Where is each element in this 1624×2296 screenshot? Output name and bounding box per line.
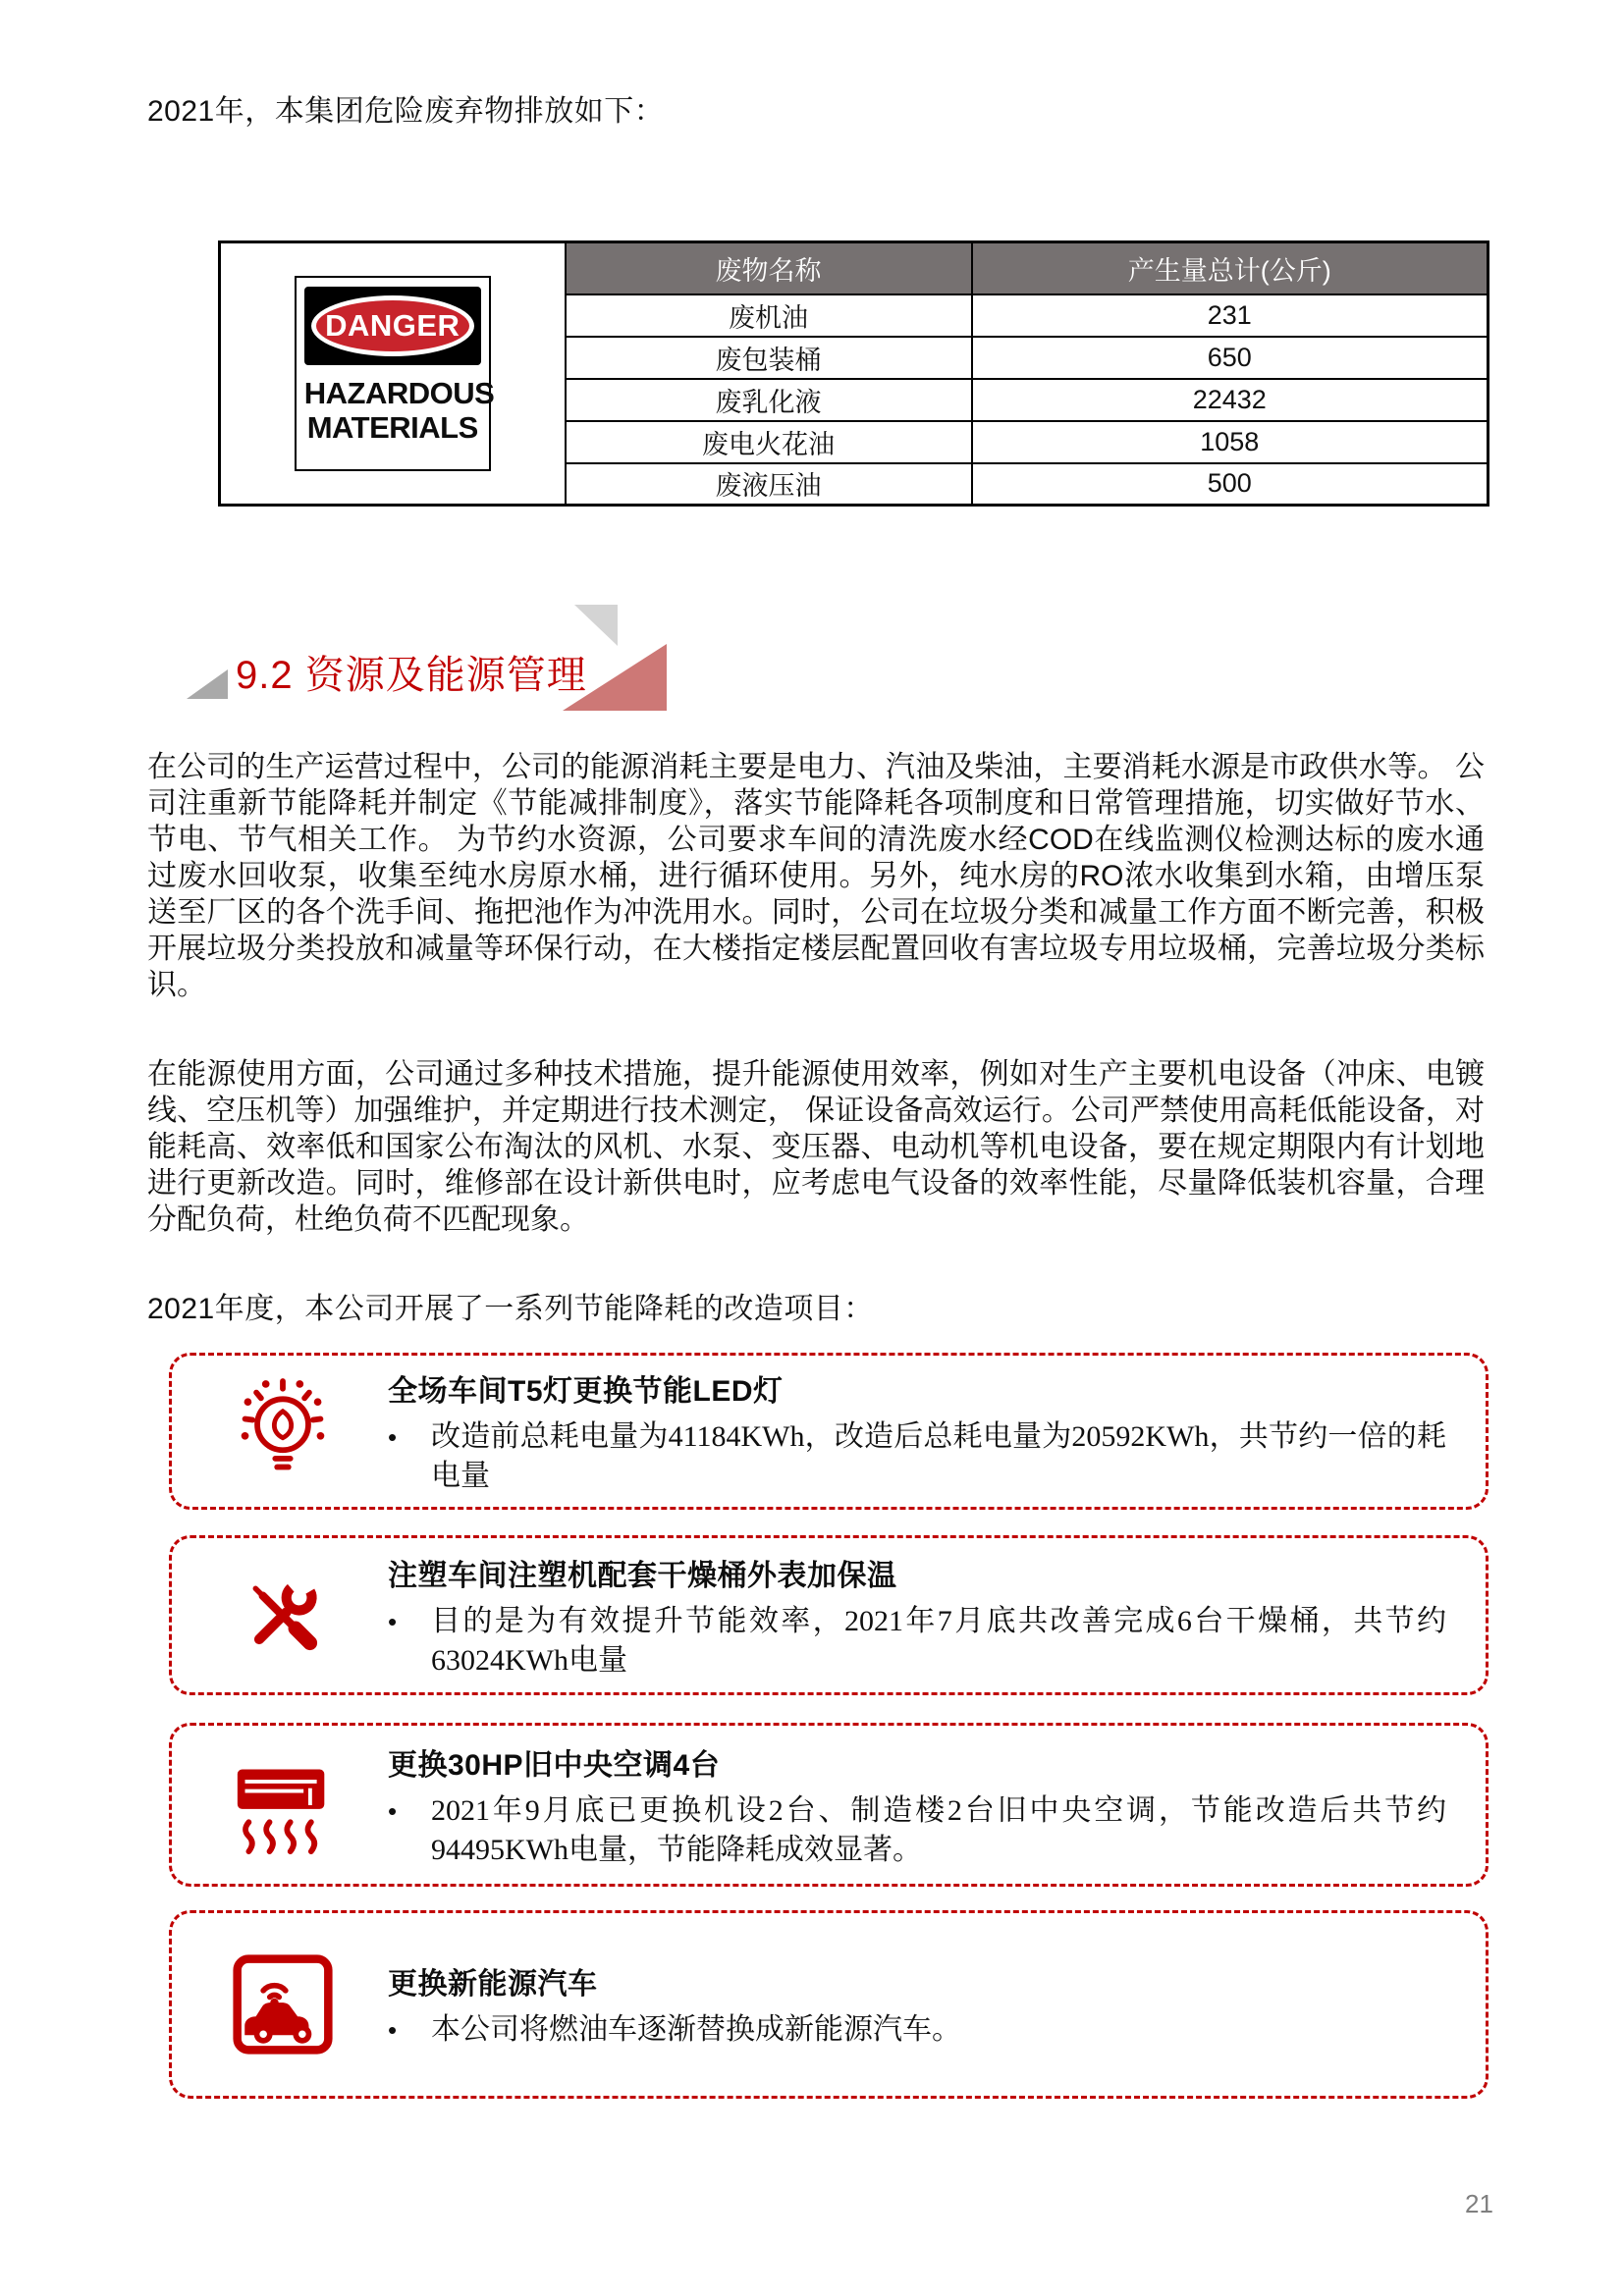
project-title: 更换30HP旧中央空调4台 [388,1748,721,1782]
project-content [388,1366,1456,1496]
bullet-dot: • [388,1795,398,1826]
project-box-new-energy-vehicle [169,1910,1489,2099]
triangle-decoration-left [185,667,230,701]
project-bullet [388,1791,1446,1870]
project-title: 全场车间T5灯更换节能LED灯 [388,1375,784,1408]
waste-name: 废包装桶 [566,337,972,379]
waste-amount: 231 [972,294,1489,337]
project-box-led [169,1353,1489,1510]
waste-name: 废电火花油 [566,421,972,463]
hazardous-text: HAZARDOUS [303,376,495,411]
page-number: 21 [1465,2189,1493,2218]
waste-amount: 1058 [972,421,1489,463]
project-bullet-text: 2021年9月底已更换机设2台、制造楼2台旧中央空调，节能改造后共节约94495KWh电量，节能降耗成效显著。 [431,1793,1446,1866]
bullet-dot: • [388,2015,398,2045]
project-title: 注塑车间注塑机配套干燥桶外表加保温 [388,1559,897,1592]
section-heading [147,597,736,720]
project-title: 更换新能源汽车 [388,1968,598,2001]
project-content [388,1740,1456,1870]
project-bullet [388,1602,1446,1681]
waste-amount: 650 [972,337,1489,379]
hazardous-materials-sign [295,276,495,470]
electric-car-icon [229,1950,337,2058]
danger-text: DANGER [325,308,460,344]
col-header-waste-name: 废物名称 [566,242,972,294]
waste-amount: 500 [972,463,1489,506]
paragraph-water-energy: 在公司的生产运营过程中，公司的能源消耗主要是电力、汽油及柴油，主要消耗水源是市政供水等。 公司注重新节能降耗并制定《节能减排制度》，落实节能降耗各项制度和日常管理措施，切实做好节水、节电、节气相关工作。 为节约水资源，公司要求车间的清洗废水经COD在线监测仪检测达标的废水通过废水回收泵，收集至纯水房原水桶，进行循环使用。另外，纯水房的RO浓水收集到水箱，由增压泵送至厂区的各个洗手间、拖把池作为冲洗用水。同时，公司在垃圾分类和减量工作方面不断完善，积极开展垃圾分类投放和减量等环保行动，在大楼指定楼层配置回收有害垃圾专用垃圾桶，完善垃圾分类标识。 [147,751,1485,1001]
paragraph-energy-efficiency: 在能源使用方面，公司通过多种技术措施，提升能源使用效率，例如对生产主要机电设备（冲床、电镀线、空压机等）加强维护，并定期进行技术测定， 保证设备高效运行。公司严禁使用高耗低能设备，对能耗高、效率低和国家公布淘汰的风机、水泵、变压器、电动机等机电设备，要在规定期限内有计划地进行更新改造。同时，维修部在设计新供电时，应考虑电气设备的效率性能，尽量降低装机容量，合理分配负荷，杜绝负荷不匹配现象。 [147,1058,1485,1236]
projects-intro-text: 2021年度，本公司开展了一系列节能降耗的改造项目： [147,1293,874,1325]
project-bullet [388,1417,1446,1496]
led-bulb-icon [229,1373,337,1489]
project-bullet [388,2010,1446,2050]
waste-name: 废机油 [566,294,972,337]
triangle-decoration-right [555,601,671,714]
waste-name: 废乳化液 [566,379,972,421]
waste-amount: 22432 [972,379,1489,421]
project-box-air-conditioner [169,1723,1489,1887]
bullet-dot: • [388,1422,398,1452]
table-header-row [220,242,1489,294]
waste-name: 废液压油 [566,463,972,506]
danger-oval [311,295,474,356]
danger-sign-band [304,287,481,365]
bullet-dot: • [388,1606,398,1636]
project-box-insulation [169,1535,1489,1695]
project-bullet-text: 目的是为有效提升节能效率，2021年7月底共改善完成6台干燥桶，共节约63024KWh电量 [431,1604,1446,1677]
project-content [388,1551,1456,1681]
section-title: 9.2 资源及能源管理 [236,654,587,697]
col-header-amount: 产生量总计(公斤) [972,242,1489,294]
hazardous-waste-table [218,240,1489,507]
project-bullet-text: 本公司将燃油车逐渐替换成新能源汽车。 [431,2013,961,2046]
danger-sign-cell [220,242,566,506]
project-bullet-text: 改造前总耗电量为41184KWh，改造后总耗电量为20592KWh，共节约一倍的耗电量 [431,1420,1446,1492]
materials-text: MATERIALS [306,410,478,445]
project-content [388,1959,1456,2050]
tools-icon [229,1565,337,1667]
intro-text: 2021年，本集团危险废弃物排放如下： [147,95,665,128]
air-conditioner-icon [229,1752,337,1858]
